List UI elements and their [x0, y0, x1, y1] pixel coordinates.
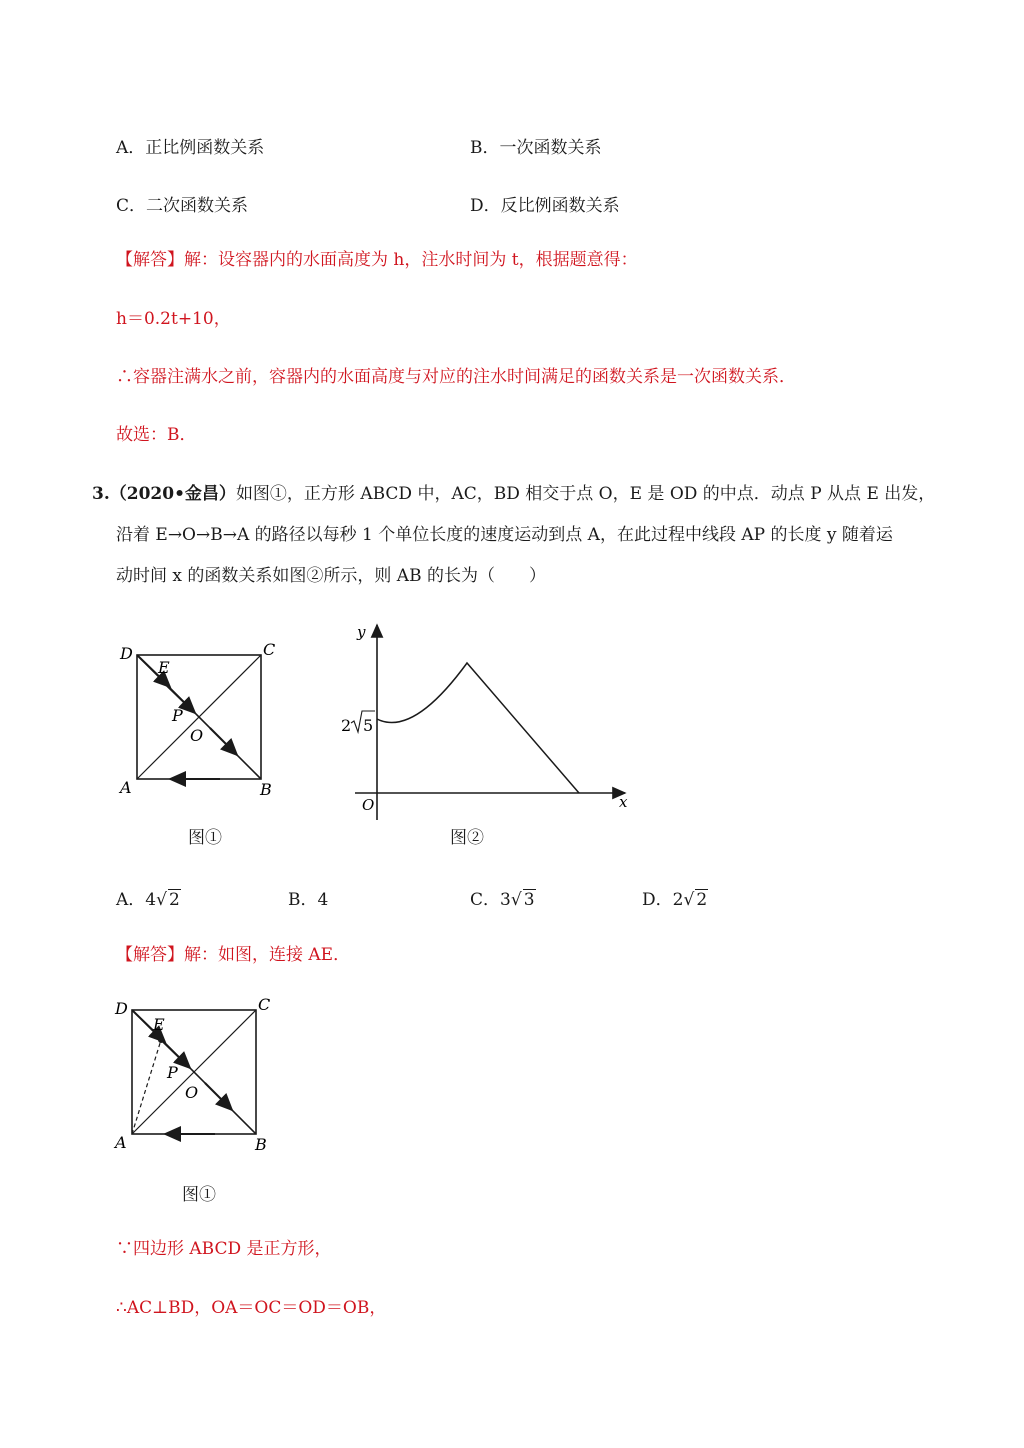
question-source: （2020•金昌）: [109, 484, 236, 504]
option-3b: [288, 885, 328, 910]
point-e-dot: [159, 678, 165, 684]
label-p: P: [167, 1063, 178, 1082]
answer-line-1: 【解答】解：设容器内的水面高度为 h，注水时间为 t，根据题意得：: [116, 250, 638, 270]
label-b: B: [260, 780, 272, 799]
option-3c: [470, 885, 536, 910]
function-curve: [377, 663, 579, 793]
label-a: A: [120, 778, 132, 797]
origin-label: O: [362, 796, 375, 814]
option-3a-coef: 4: [145, 890, 157, 910]
option-3d-rad: 2: [696, 890, 708, 910]
label-c: C: [263, 640, 276, 659]
path-arrow-3: [205, 1083, 232, 1110]
question-3-line-2: 沿着 E→O→B→A 的路径以每秒 1 个单位长度的速度运动到点 A，在此过程中线段 AP 的长度 y 随着运: [116, 525, 893, 545]
label-o: O: [185, 1083, 199, 1102]
solution-figure: [105, 990, 285, 1160]
path-arrow-3: [210, 728, 237, 755]
option-3d-coef: 2: [672, 890, 684, 910]
label-d: D: [120, 644, 133, 663]
figure-2-graph: [335, 615, 635, 820]
label-c: C: [258, 995, 271, 1014]
option-3d: [642, 885, 708, 910]
question-3-line-3: 动时间 x 的函数关系如图②所示，则 AB 的长为（ ）: [116, 566, 546, 586]
label-e: E: [158, 658, 170, 677]
y-tick-rad: 5: [363, 716, 374, 735]
solution-line-2: ∵四边形 ABCD 是正方形，: [116, 1239, 332, 1259]
answer-line-2: h＝0.2t+10，: [116, 309, 231, 329]
option-3d-label: D．: [642, 890, 673, 910]
label-e: E: [153, 1015, 165, 1034]
label-d: D: [115, 999, 128, 1018]
question-text-1: 如图①，正方形 ABCD 中，AC，BD 相交于点 O，E 是 OD 的中点．动点 P 从点 E 出发，: [235, 484, 936, 504]
solution-line-1: 【解答】解：如图，连接 AE．: [116, 945, 351, 965]
label-a: A: [115, 1133, 127, 1152]
solution-line-3: ∴AC⊥BD，OA＝OC＝OD＝OB，: [116, 1298, 387, 1318]
y-tick-coef: 2: [341, 716, 352, 735]
option-c: C．二次函数关系: [116, 196, 249, 216]
option-3c-label: C．: [470, 890, 501, 910]
y-axis-label: y: [357, 623, 366, 641]
label-p: P: [172, 706, 183, 725]
x-axis-label: x: [619, 793, 628, 811]
option-b: B．一次函数关系: [470, 138, 602, 158]
option-3c-rad: 3: [523, 890, 535, 910]
answer-line-3: ∴容器注满水之前，容器内的水面高度与对应的注水时间满足的函数关系是一次函数关系．: [116, 367, 796, 387]
option-3a-rad: 2: [168, 890, 180, 910]
sqrt-icon: √: [156, 890, 167, 910]
question-3-line-1: [92, 484, 935, 504]
solution-figure-caption: 图①: [182, 1185, 216, 1205]
option-d: D．反比例函数关系: [470, 196, 620, 216]
option-3a-label: A．: [116, 890, 146, 910]
option-3c-coef: 3: [500, 890, 511, 910]
answer-line-4: 故选：B．: [116, 425, 197, 445]
figure-2-caption: 图②: [450, 828, 484, 848]
option-a: A．正比例函数关系: [116, 138, 265, 158]
figure-1-caption: 图①: [188, 828, 222, 848]
sqrt-icon: √: [683, 890, 695, 910]
question-number: 3.: [92, 484, 110, 504]
sqrt-icon: √: [510, 890, 522, 910]
label-o: O: [190, 726, 204, 745]
label-b: B: [255, 1135, 267, 1154]
option-3a: [116, 885, 181, 910]
option-3b-value: 4: [317, 890, 329, 910]
figure-1-square: [110, 635, 290, 805]
point-e-dot: [158, 1037, 164, 1043]
option-3b-label: B．: [288, 890, 318, 910]
